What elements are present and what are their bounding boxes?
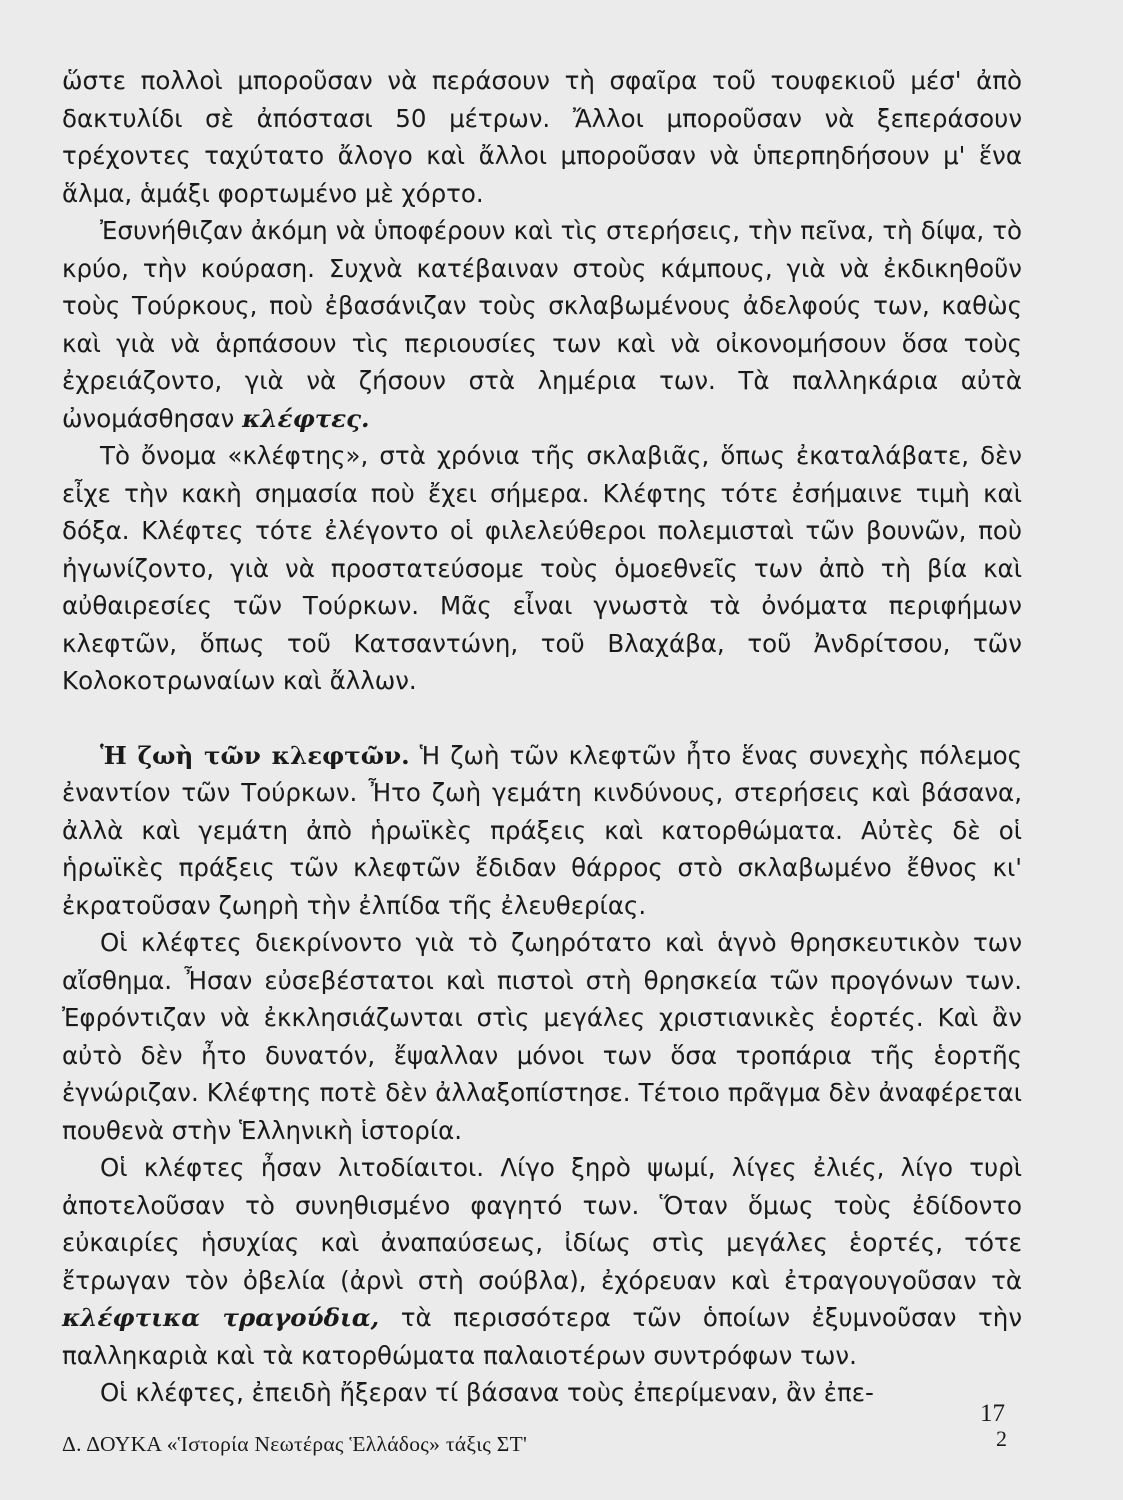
paragraph-1-text: ὥστε πολλοὶ μποροῦσαν νὰ περάσουν τὴ σφαῖρα τοῦ τουφεκιοῦ μέσ' ἀπὸ δακτυλίδι σὲ ἀπόστασι 50 μέτρων. Ἄλλοι μποροῦσαν νὰ ξεπεράσουν τρέχοντες ταχύτατο ἄλογο καὶ ἄλλοι μποροῦσαν νὰ ὑπερπηδήσουν μ' ἕνα ἅλμα, ἁμάξι φορτωμένο μὲ χόρτο. (62, 66, 1022, 208)
paragraph-4-text: Ἡ ζωὴ τῶν κλεφτῶν ἦτο ἕνας συνεχὴς πόλεμος ἐναντίον τῶν Τούρκων. Ἦτο ζωὴ γεμάτη κινδύνους, στερήσεις καὶ βάσανα, ἀλλὰ καὶ γεμάτη ἀπὸ ἡρωϊκὲς πράξεις καὶ κατορθώματα. Αὐτὲς δὲ οἱ ἡρωϊκὲς πράξεις τῶν κλεφτῶν ἔδιδαν θάρρος στὸ σκλαβωμένο ἔθνος κι' ἐκρατοῦσαν ζωηρὴ τὴν ἐλπίδα τῆς ἐλευθερίας. (62, 740, 1022, 920)
paragraph-2-text: Ἐσυνήθιζαν ἀκόμη νὰ ὑποφέρουν καὶ τὶς στερήσεις, τὴν πεῖνα, τὴ δίψα, τὸ κρύο, τὴν κούραση. Συχνὰ κατέβαιναν στοὺς κάμπους, γιὰ νὰ ἐκδικηθοῦν τοὺς Τούρκους, ποὺ ἐβασάνιζαν τοὺς σκλαβωμένους ἀδελφούς των, καθὼς καὶ γιὰ νὰ ἁρπάσουν τὶς περιουσίες των καὶ νὰ οἰκονομήσουν ὅσα τοὺς ἐχρειάζοντο, γιὰ νὰ ζήσουν στὰ λημέρια των. Τὰ παλληκάρια αὐτὰ ὠνομάσθησαν (62, 216, 1022, 433)
paragraph-1 (62, 62, 1022, 212)
paragraph-5 (62, 924, 1022, 1149)
paragraph-4 (62, 737, 1022, 925)
paragraph-3-text: Τὸ ὄνομα «κλέφτης», στὰ χρόνια τῆς σκλαβιᾶς, ὅπως ἐκαταλάβατε, δὲν εἶχε τὴν κακὴ σημασία ποὺ ἔχει σήμερα. Κλέφτης τότε ἐσήμαινε τιμὴ καὶ δόξα. Κλέφτες τότε ἐλέγοντο οἱ φιλελεύθεροι πολεμισταὶ τῶν βουνῶν, ποὺ ἠγωνίζοντο, γιὰ νὰ προστατεύσομε τοὺς ὁμοεθνεῖς των ἀπὸ τὴ βία καὶ αὐθαιρεσίες τῶν Τούρκων. Μᾶς εἶναι γνωστὰ τὰ ὀνόματα περιφήμων κλεφτῶν, ὅπως τοῦ Κατσαντώνη, τοῦ Βλαχάβα, τοῦ Ἀνδρίτσου, τῶν Κολοκοτρωναίων καὶ ἄλλων. (62, 441, 1022, 695)
section-heading: Ἡ ζωὴ τῶν κλεφτῶν. (100, 740, 410, 770)
sheet-number: 2 (996, 1426, 1007, 1451)
paragraph-3 (62, 437, 1022, 700)
paragraph-6-text-after: τὰ περισσότερα τῶν ὁποίων ἐξυμνοῦσαν τὴν παλληκαριὰ καὶ τὰ κατορθώματα παλαιοτέρων συντρόφων των. (62, 1303, 1023, 1370)
paragraph-7 (62, 1374, 1022, 1412)
body-text (62, 62, 1022, 1412)
term-kleftika-tragoudia: κλέφτικα τραγούδια, (62, 1303, 380, 1332)
paragraph-6-text-before: Οἱ κλέφτες ἦσαν λιτοδίαιτοι. Λίγο ξηρὸ ψωμί, λίγες ἐλιές, λίγο τυρὶ ἀποτελοῦσαν τὸ συνηθισμένο φαγητό των. Ὅταν ὅμως τοὺς ἐδίδοντο εὐκαιρίες ἡσυχίας καὶ ἀναπαύσεως, ἰδίως στὶς μεγάλες ἑορτές, τότε ἔτρωγαν τὸν ὀβελία (ἀρνὶ στὴ σούβλα), ἐχόρευαν καὶ ἐτραγουγοῦσαν τὰ (62, 1153, 1022, 1295)
term-klephtes: κλέφτες. (242, 403, 370, 433)
page-number: 17 (980, 1400, 1005, 1427)
paragraph-5-text: Οἱ κλέφτες διεκρίνοντο γιὰ τὸ ζωηρότατο καὶ ἁγνὸ θρησκευτικὸν των αἴσθημα. Ἦσαν εὐσεβέστατοι καὶ πιστοὶ στὴ θρησκεία τῶν προγόνων των. Ἐφρόντιζαν νὰ ἐκκλησιάζωνται στὶς μεγάλες χριστιανικὲς ἑορτές. Καὶ ἂν αὐτὸ δὲν ἦτο δυνατόν, ἔψαλλαν μόνοι των ὅσα τροπάρια τῆς ἑορτῆς ἐγνώριζαν. Κλέφτης ποτὲ δὲν ἀλλαξοπίστησε. Τέτοιο πρᾶγμα δὲν ἀναφέρεται πουθενὰ στὴν Ἑλληνικὴ ἱστορία. (62, 928, 1022, 1145)
paragraph-2 (62, 212, 1022, 437)
paragraph-6 (62, 1149, 1022, 1374)
paragraph-7-text: Οἱ κλέφτες, ἐπειδὴ ἤξεραν τί βάσανα τοὺς ἐπερίμεναν, ἂν ἐπε- (100, 1378, 874, 1407)
section-gap (62, 700, 1022, 737)
footer-book-title: Δ. ΔΟΥΚΑ «Ἱστορία Νεωτέρας Ἑλλάδος» τάξις ΣΤ' (62, 1432, 528, 1456)
